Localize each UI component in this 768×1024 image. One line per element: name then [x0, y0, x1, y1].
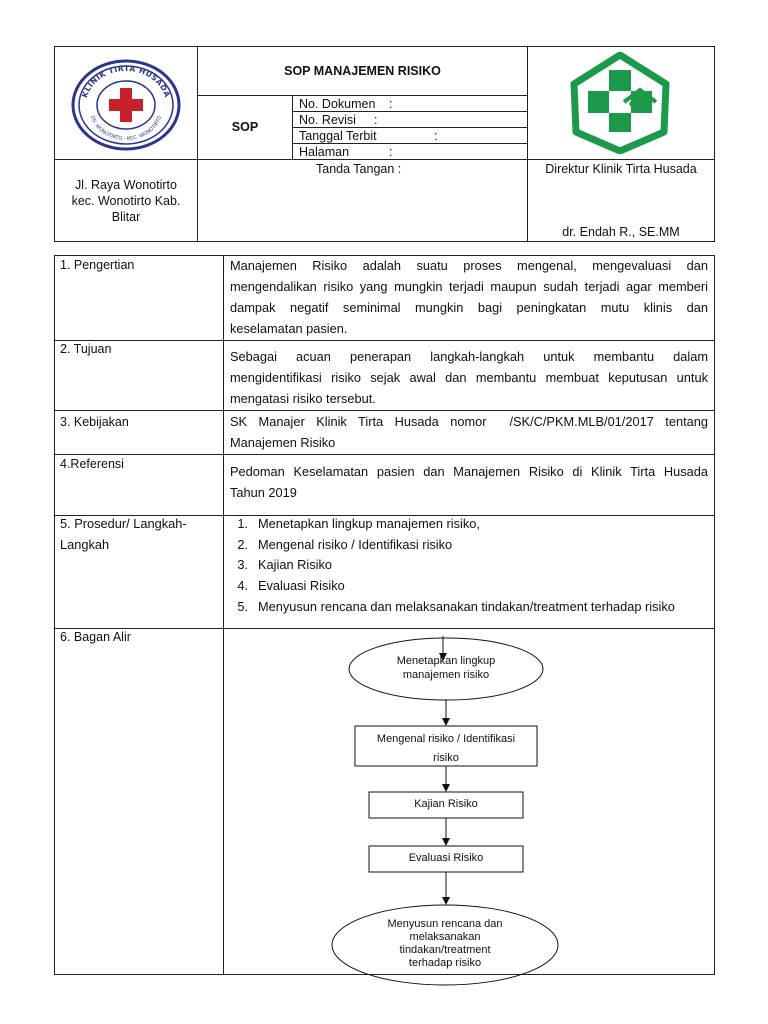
section-label-kebijakan: 3. Kebijakan	[60, 415, 129, 429]
text-line: Sebagai acuan penerapan langkah-langkah untuk membantu dalam	[230, 349, 708, 364]
step-number: 2.	[237, 536, 248, 552]
doc-field-sep: :	[374, 113, 378, 127]
logo-arc-text: KLINIK TIRTA HUSADA	[80, 63, 172, 99]
flow-text-line: Evaluasi Risiko	[408, 852, 484, 864]
step-number: 5.	[237, 598, 248, 614]
step-text: Evaluasi Risiko	[258, 578, 345, 594]
text-line: mengidentifikasi risiko sejak awal dan membantu membuat keputusan untuk	[230, 370, 708, 385]
text-line: SK Manajer Klinik Tirta Husada nomor /SK/C/PKM.MLB/01/2017 tentang	[230, 414, 708, 429]
step-text: Kajian Risiko	[258, 557, 332, 573]
director-name: dr. Endah R., SE.MM	[562, 225, 680, 239]
address-line: Jl. Raya Wonotirto	[75, 178, 177, 192]
step-text: Mengenal risiko / Identifikasi risiko	[258, 536, 453, 552]
step-number: 3.	[237, 557, 248, 573]
list-item	[222, 514, 675, 535]
text-line: Manajemen Risiko adalah suatu proses mengenal, mengevaluasi dan	[230, 258, 708, 273]
section-text-tujuan	[230, 346, 708, 409]
flow-text-line: terhadap risiko	[408, 957, 482, 969]
flow-text-line: manajemen risiko	[402, 669, 490, 681]
doc-field-label: Tanggal Terbit	[299, 129, 377, 143]
step-number: 4.	[237, 578, 248, 594]
text-line: keselamatan pasien.	[230, 321, 348, 336]
section-label-pengertian: 1. Pengertian	[60, 258, 135, 272]
doc-field-sep: :	[389, 97, 393, 111]
procedure-steps	[222, 514, 675, 618]
sop-label: SOP	[231, 120, 259, 134]
flow-text-line: Mengenal risiko / Identifikasi	[376, 733, 516, 745]
section-text-referensi	[230, 461, 708, 503]
director-title: Direktur Klinik Tirta Husada	[545, 162, 697, 176]
section-label-tujuan: 2. Tujuan	[60, 342, 112, 356]
address-line: kec. Wonotirto Kab.	[71, 194, 181, 208]
text-line: mengendalikan risiko yang mungkin terjadi maupun sudah terjadi agar memberi	[230, 279, 708, 294]
label-line: Langkah	[60, 537, 110, 552]
section-text-pengertian	[230, 255, 708, 339]
page-title: SOP MANAJEMEN RISIKO	[284, 64, 441, 78]
doc-field-label: No. Revisi	[299, 113, 356, 127]
section-label-referensi: 4.Referensi	[60, 457, 124, 471]
doc-field-label: Halaman	[299, 145, 350, 159]
flow-text-line: Menetapkan lingkup	[396, 655, 496, 667]
text-line: Manajemen Risiko	[230, 435, 336, 450]
flow-text-line: melaksanakan	[409, 931, 481, 943]
clinic-seal-logo	[70, 58, 182, 152]
doc-field-label: No. Dokumen	[299, 97, 376, 111]
flow-node-text	[369, 797, 523, 811]
text-line: dampak negatif seminimal mungkin bagi peningkatan mutu klinis dan	[230, 300, 708, 315]
flow-text-line: Kajian Risiko	[414, 798, 478, 810]
flow-node-text	[355, 918, 535, 970]
step-text: Menetapkan lingkup manajemen risiko,	[258, 516, 480, 531]
step-number: 1.	[237, 516, 248, 531]
signature-label: Tanda Tangan :	[316, 162, 402, 176]
label-line: 5. Prosedur/ Langkah-	[60, 516, 187, 531]
doc-field-sep: :	[434, 129, 438, 143]
step-text: Menyusun rencana dan melaksanakan tindakan/treatment terhadap risiko	[258, 598, 675, 614]
logo-arc-subtext: DS. WONOTIRTO - KEC. WONOTIRTO	[88, 115, 164, 143]
doc-field-sep: :	[389, 145, 393, 159]
text-line: Tahun 2019	[230, 485, 297, 500]
clinic-green-cross-logo	[566, 52, 674, 154]
flow-node-text	[369, 851, 523, 865]
flow-text-line: Menyusun rencana dan	[387, 918, 503, 930]
address-line: Blitar	[111, 210, 141, 224]
flow-text-line: tindakan/treatment	[399, 944, 491, 956]
text-line: Pedoman Keselamatan pasien dan Manajemen Risiko di Klinik Tirta Husada	[230, 464, 708, 479]
flow-node-text	[356, 654, 536, 682]
flow-node-text	[356, 730, 536, 768]
list-item	[222, 597, 675, 618]
flow-text-line: risiko	[433, 752, 459, 764]
list-item	[222, 535, 675, 556]
list-item	[222, 555, 675, 576]
text-line: mengatasi risiko tersebut.	[230, 391, 376, 406]
list-item	[222, 576, 675, 597]
section-label-bagan-alir: 6. Bagan Alir	[60, 630, 131, 644]
section-text-kebijakan	[230, 411, 708, 453]
